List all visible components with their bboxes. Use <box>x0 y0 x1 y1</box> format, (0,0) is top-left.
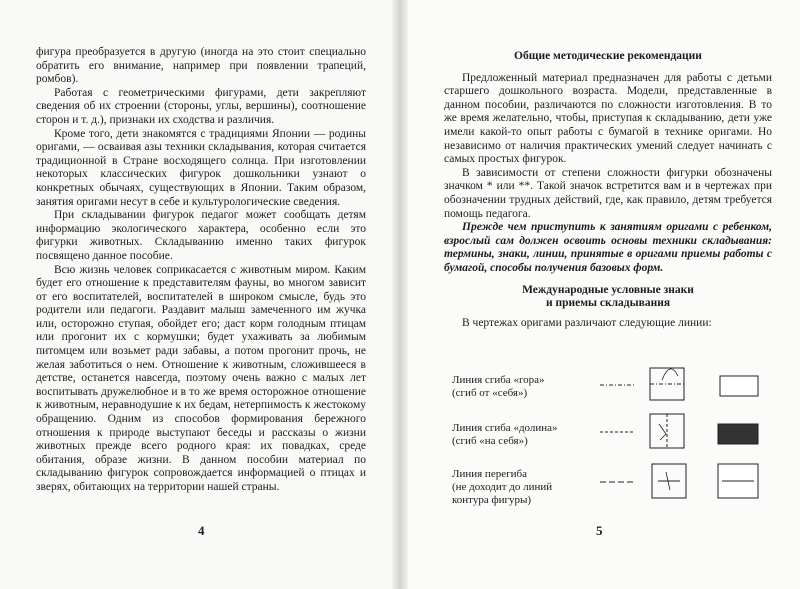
right-paragraph: В зависимости от степени сложности фигурки обозначены значком * или **. Такой значок встретится вам и в чертежах при обозначении трудных действий, где, как правило, детям требуется помощь педагога. <box>444 166 772 220</box>
mountain-fold-label: Линия сгиба «гора» (сгиб от «себя») <box>452 374 545 399</box>
right-paragraph: Предложенный материал предназначен для работы с детьми старшего дошкольного возраста. Модели, представленные в данном пособии, различаются по сложности изготовления. В то же время желательно, чтобы, приступая к складыванию, дети уже имели какой-то опыт работы с бумагой в технике оригами. Но независимо от наличия практических умений следует начинать с самых простых фигурок. <box>444 71 772 166</box>
left-paragraph: При складывании фигурок педагог может сообщать детям информацию экологического характера, особенно если это фигурки животных. Складыванию именно таких фигурок посвящено данное пособие. <box>36 209 366 262</box>
line-type-crease <box>444 468 784 514</box>
page-number-right: 5 <box>596 523 603 538</box>
right-page <box>400 0 800 589</box>
page-number-left: 4 <box>198 523 205 538</box>
valley-fold-label: Линия сгиба «долина» (сгиб «на себя») <box>452 422 558 447</box>
section-title: Общие методические рекомендации <box>514 50 702 62</box>
subsection-title-line-2: и приемы складывания <box>545 297 671 310</box>
mountain-fold-diagram <box>650 368 684 400</box>
book-gutter <box>392 0 408 589</box>
emphasis-paragraph: Прежде чем приступить к занятиям оригами с ребенком, взрослый сам должен освоить основы техники складывания: термины, знаки, линии, принятые в оригами приемы работы с бумагой, способы получения базовых форм. <box>444 221 772 274</box>
left-page-text <box>36 46 366 495</box>
crease-line-label: Линия перегиба (не доходит до линий контура фигуры) <box>452 468 553 506</box>
lines-intro: В чертежах оригами различают следующие линии: <box>462 316 712 329</box>
left-paragraph: Работая с геометрическими фигурами, дети закрепляют сведения об их строении (стороны, углы, вершины), соотношение сторон и т. д.), признаки их сходства и различия. <box>36 86 366 126</box>
left-paragraph: Кроме того, дети знакомятся с традициями Японии — родины оригами, — осваивая азы техники складывания, которая считается традиционной в Стране восходящего солнца. При изготовлении некоторых классических фигурок дошкольники узнают о конкретных обычаях, существующих в Японии. Таким образом, занятия оригами несут в себе и культурологические сведения. <box>36 127 366 208</box>
left-paragraph: фигура преобразуется в другую (иногда на это стоит специально обратить его внимание, например при появлении трапеций, ромбов). <box>36 46 366 86</box>
line-type-valley <box>444 420 784 460</box>
subsection-title-line-1: Международные условные знаки <box>522 283 694 296</box>
left-paragraph: Всю жизнь человек соприкасается с животным миром. Каким будет его отношение к представителям фауны, во многом зависит от его воспитателей, воспитателей в широком смысле, будь это родители или педагоги. Раздавит малыш замеченного им жучка или, осторожно ступая, обойдет его; даст корм голодным птицам или прогонит их с кормушки; будет ухаживать за любимым питомцем или возьмет ради забавы, а потом прогонит прочь, не желая заботиться о нем. Отношение к животным, сложившееся в детстве, останется навсегда, поэтому очень важно с малых лет воспитывать дружелюбное и в то же время осторожное отношение к животным, неравнодушие к их бедам, нетерпимость к жестокому обращению. Одним из способов формирования бережного отношения к природе выступают беседы и рассказы о жизни животных прежде всего родного края: их повадках, среде обитания, образе жизни. В данном пособии материал по складыванию фигурок сопровождается информацией о птицах и зверях, обитающих на территории нашей страны. <box>36 263 366 493</box>
mountain-fold-result <box>720 376 758 396</box>
